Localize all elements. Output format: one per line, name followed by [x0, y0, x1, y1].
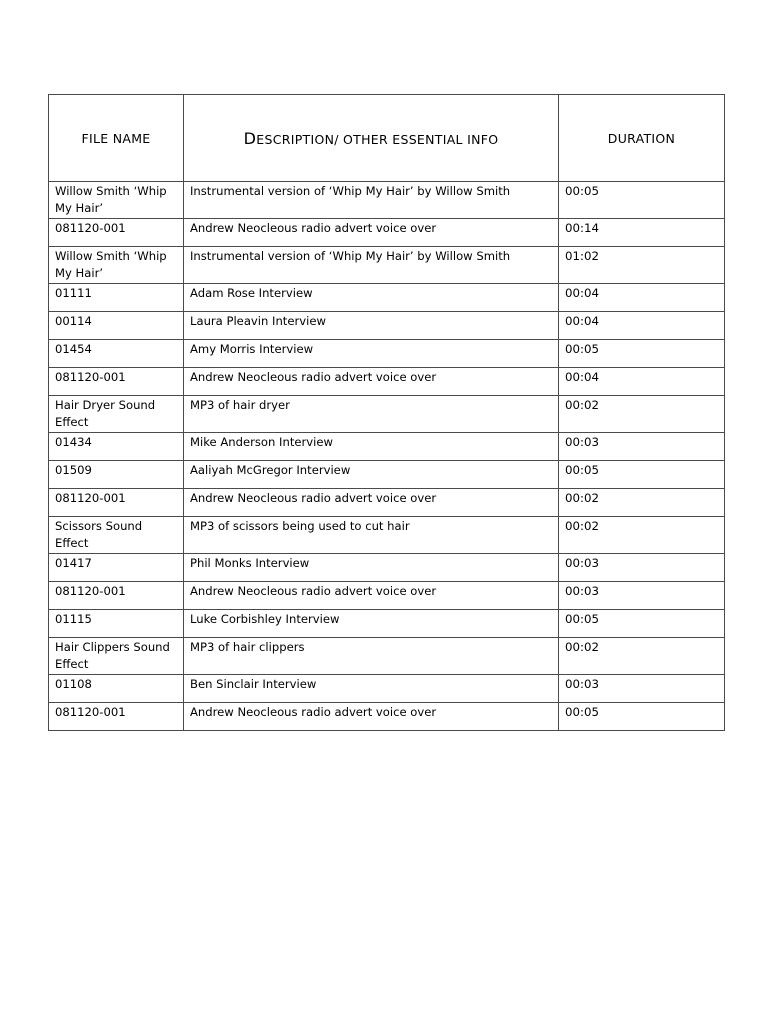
file-name-cell: 081120-001 — [49, 219, 184, 247]
duration-cell: 00:05 — [559, 340, 725, 368]
description-cell: Adam Rose Interview — [184, 284, 559, 312]
description-cell: Laura Pleavin Interview — [184, 312, 559, 340]
duration-cell: 00:04 — [559, 368, 725, 396]
duration-cell: 00:03 — [559, 582, 725, 610]
header-description-initial: D — [243, 128, 257, 148]
description-cell: Andrew Neocleous radio advert voice over — [184, 582, 559, 610]
duration-cell: 00:03 — [559, 554, 725, 582]
duration-cell: 00:05 — [559, 703, 725, 731]
file-name-cell: 01454 — [49, 340, 184, 368]
description-cell: Phil Monks Interview — [184, 554, 559, 582]
header-description — [184, 95, 559, 182]
duration-cell: 00:03 — [559, 675, 725, 703]
file-name-cell: 01417 — [49, 554, 184, 582]
description-cell: Luke Corbishley Interview — [184, 610, 559, 638]
table-row — [49, 182, 725, 219]
table-row — [49, 489, 725, 517]
description-cell: Instrumental version of ‘Whip My Hair’ by Willow Smith — [184, 247, 559, 284]
table-row — [49, 368, 725, 396]
table-row — [49, 247, 725, 284]
header-file-name: FILE NAME — [49, 95, 184, 182]
file-name-cell: 01434 — [49, 433, 184, 461]
duration-cell: 00:05 — [559, 461, 725, 489]
file-name-cell: 081120-001 — [49, 582, 184, 610]
description-cell: Andrew Neocleous radio advert voice over — [184, 368, 559, 396]
description-cell: Amy Morris Interview — [184, 340, 559, 368]
table-row — [49, 396, 725, 433]
header-duration: DURATION — [559, 95, 725, 182]
table-row — [49, 340, 725, 368]
file-name-cell: 01509 — [49, 461, 184, 489]
duration-cell: 00:04 — [559, 284, 725, 312]
file-name-cell: 081120-001 — [49, 489, 184, 517]
table-row — [49, 517, 725, 554]
file-name-cell: Hair Clippers Sound Effect — [49, 638, 184, 675]
header-description-rest: ESCRIPTION/ OTHER ESSENTIAL INFO — [256, 131, 499, 147]
table-row — [49, 703, 725, 731]
table-header — [49, 95, 725, 182]
description-cell: Ben Sinclair Interview — [184, 675, 559, 703]
table-row — [49, 554, 725, 582]
description-cell: MP3 of hair dryer — [184, 396, 559, 433]
file-name-cell: 081120-001 — [49, 368, 184, 396]
document-page — [48, 94, 724, 731]
duration-cell: 00:02 — [559, 489, 725, 517]
file-name-cell: 081120-001 — [49, 703, 184, 731]
file-name-cell: Scissors Sound Effect — [49, 517, 184, 554]
table-row — [49, 675, 725, 703]
file-name-cell: 00114 — [49, 312, 184, 340]
duration-cell: 00:05 — [559, 610, 725, 638]
sound-log-table — [48, 94, 725, 731]
duration-cell: 00:05 — [559, 182, 725, 219]
header-row — [49, 95, 725, 182]
description-cell: Instrumental version of ‘Whip My Hair’ by Willow Smith — [184, 182, 559, 219]
description-cell: Aaliyah McGregor Interview — [184, 461, 559, 489]
description-cell: MP3 of hair clippers — [184, 638, 559, 675]
file-name-cell: 01111 — [49, 284, 184, 312]
duration-cell: 00:02 — [559, 638, 725, 675]
table-row — [49, 312, 725, 340]
duration-cell: 00:02 — [559, 396, 725, 433]
file-name-cell: Willow Smith ‘Whip My Hair’ — [49, 247, 184, 284]
table-row — [49, 219, 725, 247]
description-cell: Andrew Neocleous radio advert voice over — [184, 489, 559, 517]
table-row — [49, 610, 725, 638]
description-cell: MP3 of scissors being used to cut hair — [184, 517, 559, 554]
table-row — [49, 638, 725, 675]
file-name-cell: 01115 — [49, 610, 184, 638]
table-row — [49, 433, 725, 461]
file-name-cell: Willow Smith ‘Whip My Hair’ — [49, 182, 184, 219]
table-row — [49, 284, 725, 312]
file-name-cell: Hair Dryer Sound Effect — [49, 396, 184, 433]
duration-cell: 00:02 — [559, 517, 725, 554]
table-row — [49, 461, 725, 489]
file-name-cell: 01108 — [49, 675, 184, 703]
description-cell: Andrew Neocleous radio advert voice over — [184, 219, 559, 247]
duration-cell: 00:04 — [559, 312, 725, 340]
duration-cell: 01:02 — [559, 247, 725, 284]
table-body — [49, 182, 725, 731]
description-cell: Andrew Neocleous radio advert voice over — [184, 703, 559, 731]
duration-cell: 00:03 — [559, 433, 725, 461]
duration-cell: 00:14 — [559, 219, 725, 247]
description-cell: Mike Anderson Interview — [184, 433, 559, 461]
table-row — [49, 582, 725, 610]
